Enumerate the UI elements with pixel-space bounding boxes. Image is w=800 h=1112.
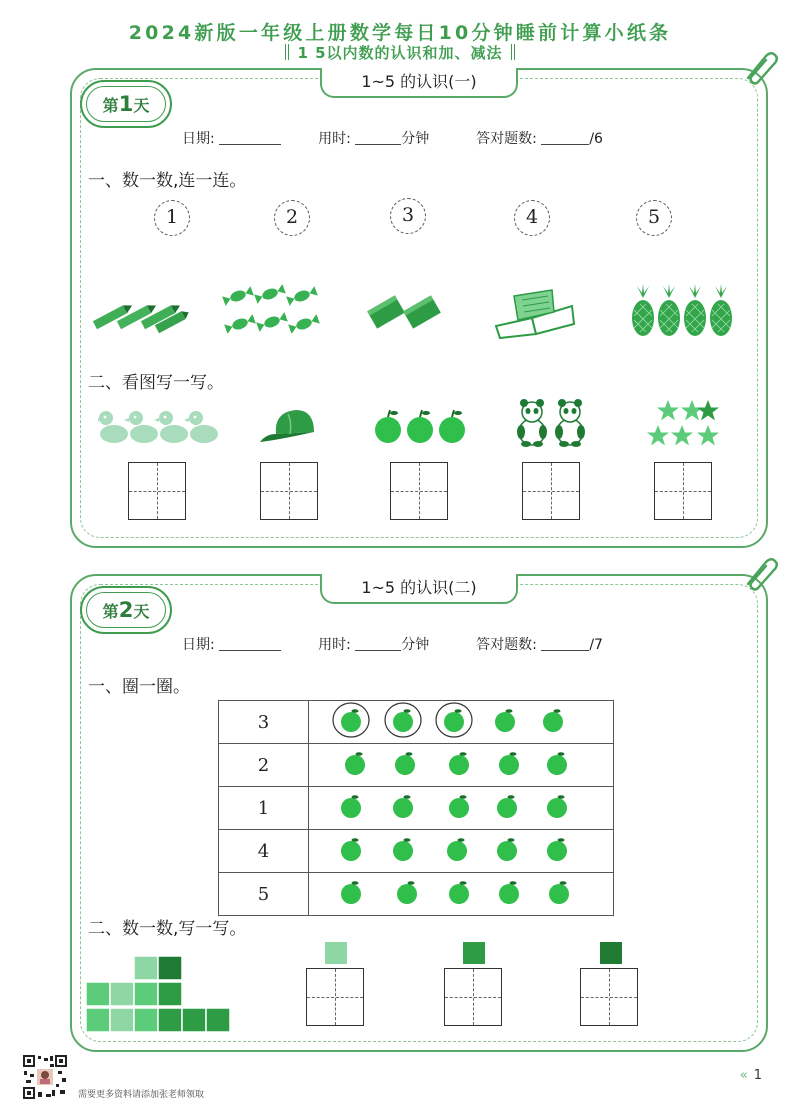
day1-answer-box-5[interactable] <box>654 462 712 520</box>
day2-answer-box-1[interactable] <box>306 968 364 1026</box>
day1-section1-heading: 一、数一数,连一连。 <box>88 171 247 191</box>
day2-card <box>70 574 768 1052</box>
day1-badge-suffix: 天 <box>133 96 150 115</box>
circle-table <box>218 700 614 916</box>
day1-time-unit: 分钟 <box>401 131 430 147</box>
apples-picture <box>372 406 468 446</box>
row-count: 1 <box>219 787 309 830</box>
row-count: 4 <box>219 830 309 873</box>
pineapples-picture[interactable] <box>630 284 734 340</box>
page-subtitle <box>0 42 800 63</box>
double-chevron-left-icon: « <box>739 1068 748 1083</box>
day1-answer-box-4[interactable] <box>522 462 580 520</box>
day2-answer-box-2[interactable] <box>444 968 502 1026</box>
apples-row-5[interactable] <box>309 873 613 911</box>
day1-answer-box-3[interactable] <box>390 462 448 520</box>
apples-row-2[interactable] <box>309 744 613 782</box>
light-square-icon <box>325 942 347 964</box>
day2-date-label: 日期: <box>182 637 215 653</box>
apples-row-4[interactable] <box>309 830 613 868</box>
day1-title: 1~5 的认识(一) <box>320 68 518 98</box>
day2-title: 1~5 的认识(二) <box>320 574 518 604</box>
day2-score-label: 答对题数: <box>476 637 537 653</box>
candies-picture[interactable] <box>220 284 324 340</box>
dark-square-icon <box>600 942 622 964</box>
day1-time-label: 用时: <box>318 131 351 147</box>
day2-badge-suffix: 天 <box>133 602 150 621</box>
apple-row[interactable] <box>309 787 614 830</box>
day1-score-field[interactable] <box>541 144 589 145</box>
day1-info-row <box>182 128 603 148</box>
day2-section2-heading: 二、数一数,写一写。 <box>88 919 247 939</box>
row-count: 3 <box>219 701 309 744</box>
apples-row-3[interactable] <box>309 787 613 825</box>
day2-badge <box>80 586 172 634</box>
medium-square-icon <box>463 942 485 964</box>
day1-score-label: 答对题数: <box>476 131 537 147</box>
day1-answer-box-1[interactable] <box>128 462 186 520</box>
apple-row[interactable] <box>309 873 614 916</box>
day2-section1-heading: 一、圈一圈。 <box>88 677 190 697</box>
day1-score-total: /6 <box>589 131 603 147</box>
day1-card <box>70 68 768 548</box>
day1-answer-box-2[interactable] <box>260 462 318 520</box>
erasers-picture[interactable] <box>364 290 444 334</box>
paperclip-icon <box>740 48 780 88</box>
pandas-picture <box>516 398 588 448</box>
page-number-value: 1 <box>753 1068 762 1083</box>
row-count: 2 <box>219 744 309 787</box>
pencils-picture[interactable] <box>88 290 192 338</box>
stars-picture <box>646 398 728 450</box>
day1-time-field[interactable] <box>355 144 401 145</box>
day1-section2-heading: 二、看图写一写。 <box>88 373 224 393</box>
ducks-picture <box>98 406 218 446</box>
apple-row[interactable] <box>309 744 614 787</box>
apples-row-1[interactable] <box>309 701 613 739</box>
day2-time-unit: 分钟 <box>401 637 430 653</box>
table-row <box>219 701 614 744</box>
number-circle-5[interactable]: 5 <box>636 200 672 236</box>
subtitle-bar-right <box>511 44 515 60</box>
apple-row[interactable] <box>309 701 614 744</box>
day2-score-total: /7 <box>589 637 603 653</box>
number-circle-4[interactable]: 4 <box>514 200 550 236</box>
qr-code-icon <box>22 1054 68 1100</box>
number-circle-3[interactable]: 3 <box>390 198 426 234</box>
day2-answer-box-3[interactable] <box>580 968 638 1026</box>
subtitle-text: 1 5以内数的认识和加、减法 <box>297 44 503 62</box>
table-row <box>219 787 614 830</box>
table-row <box>219 830 614 873</box>
blocks-picture <box>84 956 234 1032</box>
subtitle-bar-left <box>285 44 289 60</box>
number-circle-2[interactable]: 2 <box>274 200 310 236</box>
day1-badge-prefix: 第 <box>102 96 119 115</box>
cap-picture <box>258 404 320 448</box>
day1-badge <box>80 80 172 128</box>
table-row <box>219 873 614 916</box>
day1-date-label: 日期: <box>182 131 215 147</box>
number-circle-1[interactable]: 1 <box>154 200 190 236</box>
day1-date-field[interactable] <box>219 144 281 145</box>
apple-row[interactable] <box>309 830 614 873</box>
row-count: 5 <box>219 873 309 916</box>
page-title: 2024新版一年级上册数学每日10分钟睡前计算小纸条 <box>128 22 672 44</box>
page-number <box>740 1068 762 1083</box>
day2-info-row <box>182 634 603 654</box>
day2-badge-prefix: 第 <box>102 602 119 621</box>
book-picture[interactable] <box>492 288 578 340</box>
day2-time-field[interactable] <box>355 650 401 651</box>
day2-badge-num: 2 <box>118 598 134 622</box>
day2-date-field[interactable] <box>219 650 281 651</box>
paperclip-icon <box>740 554 780 594</box>
day2-score-field[interactable] <box>541 650 589 651</box>
footer-note: 需要更多资料请添加张老师领取 <box>78 1090 205 1100</box>
day1-badge-num: 1 <box>118 92 134 116</box>
day2-time-label: 用时: <box>318 637 351 653</box>
table-row <box>219 744 614 787</box>
